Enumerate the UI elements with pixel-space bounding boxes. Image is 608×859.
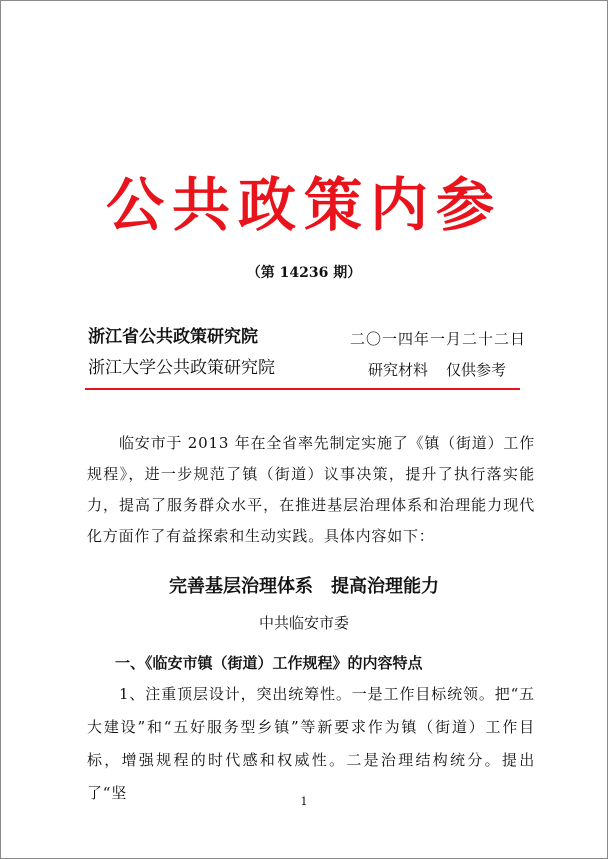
header-divider [85,388,520,390]
article-title: 完善基层治理体系 提高治理能力 [169,576,439,597]
reference-label: 仅供参考 [446,361,507,379]
intro-paragraph: 临安市于 2013 年在全省率先制定实施了《镇（街道）工作规程》，进一步规范了镇（街道）议事决策，提升了执行落实能力，提高了服务群众水平，在推进基层治理体系和治理能力现代化方面作了有益探索和生动实践。具体内容如下： [87,434,535,545]
issue-number: （第 14236 期） [246,265,362,281]
page-number: 1 [300,795,308,808]
section-heading: 一、《临安市镇（街道）工作规程》的内容特点 [115,654,423,672]
publish-date: 二〇一四年一月二十二日 [349,330,526,348]
material-note [368,359,506,380]
article-author: 中共临安市委 [258,614,349,632]
publisher-university: 浙江大学公共政策研究院 [88,358,275,378]
section-body: 1、注重顶层设计，突出统筹性。一是工作目标统领。把“五大建设”和“五好服务型乡镇”等新要求作为镇（街道）工作目标，增强规程的时代感和权威性。二是治理结构统分。提出了“坚 [87,685,535,802]
masthead-title: 公共政策内参 [105,171,502,239]
publisher-provincial: 浙江省公共政策研究院 [88,327,258,347]
material-label: 研究材料 [368,361,429,379]
